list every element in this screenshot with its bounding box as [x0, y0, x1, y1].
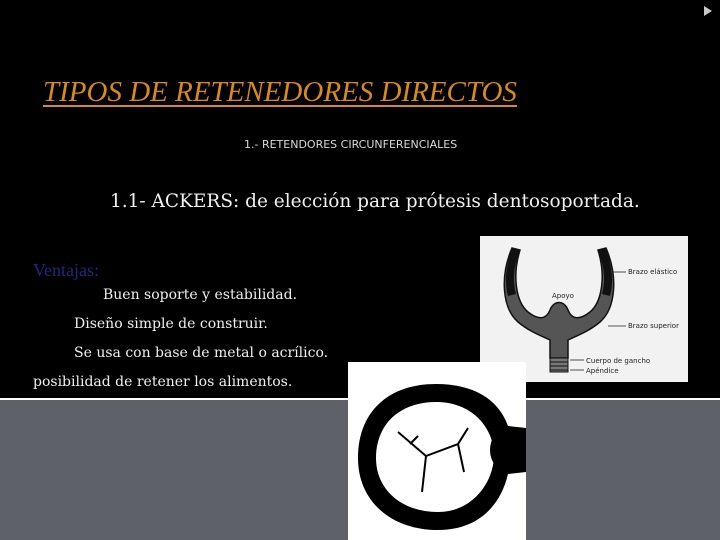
clasp-elastic-arm-right [598, 248, 612, 296]
label-support: Apoyo [552, 292, 574, 300]
label-appendix: Apéndice [586, 367, 619, 375]
advantage-item-4: posibilidad de retener los alimentos. [33, 374, 293, 390]
label-hook-body: Cuerpo de gancho [586, 357, 651, 365]
clasp-body-shape [504, 248, 613, 358]
advantage-item-1: Buen soporte y estabilidad. [103, 287, 298, 303]
label-upper-arm: Brazo superior [628, 322, 679, 330]
advantages-label: Ventajas: [33, 260, 99, 280]
slide-title: TIPOS DE RETENEDORES DIRECTOS [43, 76, 517, 108]
clasp-elastic-arm-left [506, 248, 520, 296]
label-elastic-arm: Brazo elástico [628, 268, 678, 276]
section-heading: 1.1- ACKERS: de elección para prótesis dentosoportada. [110, 191, 640, 212]
corner-arrow-icon [704, 6, 712, 16]
tooth-clasp-photo [348, 362, 526, 540]
advantage-item-2: Diseño simple de construir. [74, 316, 268, 332]
slide-subtitle: 1.- RETENDORES CIRCUNFERENCIALES [244, 138, 458, 151]
advantage-item-3: Se usa con base de metal o acrílico. [74, 345, 329, 361]
clasp-diagram-image [480, 236, 688, 382]
